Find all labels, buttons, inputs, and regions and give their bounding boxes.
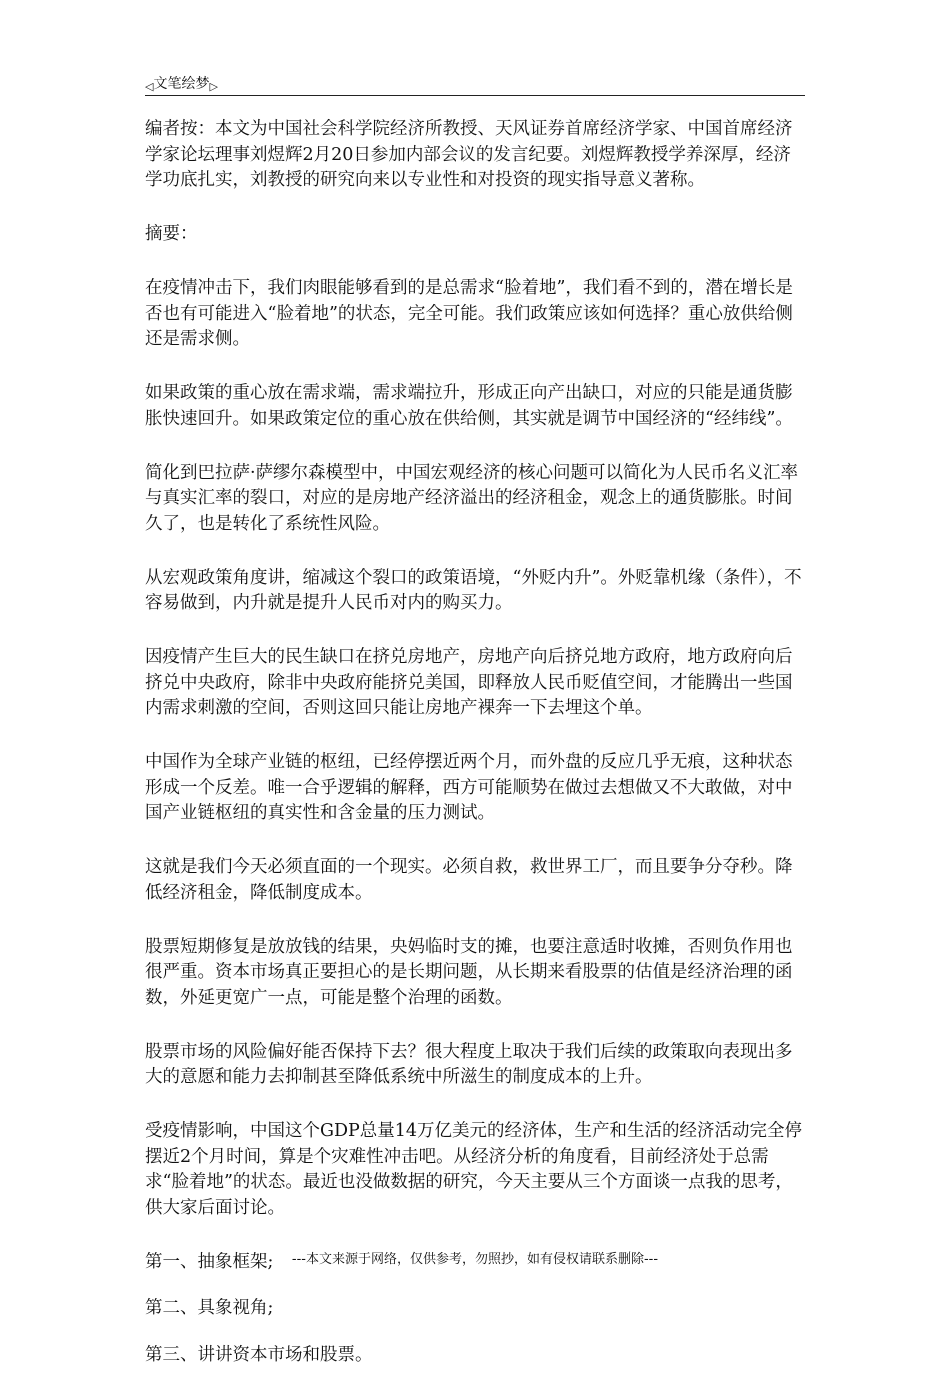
list-item: 第二、具象视角; <box>145 1298 274 1318</box>
left-triangle-icon: ◁ <box>145 80 154 93</box>
paragraph: 因疫情产生巨大的民生缺口在挤兑房地产，房地产向后挤兑地方政府，地方政府向后挤兑中央政府，除非中央政府能挤兑美国，即释放人民币贬值空间，才能腾出一些国内需求刺激的空间，否则这回只能让房地产裸奔一下去埋这个单。 <box>145 647 793 718</box>
paragraph: 如果政策的重心放在需求端，需求端拉升，形成正向产出缺口，对应的只能是通货膨胀快速回升。如果政策定位的重心放在供给侧，其实就是调节中国经济的“经纬线”。 <box>145 383 793 429</box>
document-body <box>145 117 803 1389</box>
list-item: 第一、抽象框架; <box>145 1251 274 1272</box>
paragraph: 股票市场的风险偏好能否保持下去？很大程度上取决于我们后续的政策取向表现出多大的意愿和能力去抑制甚至降低系统中所滋生的制度成本的上升。 <box>145 1041 793 1087</box>
right-triangle-icon: ▷ <box>209 80 218 93</box>
document-header <box>145 72 805 96</box>
list-item: 第三、讲讲资本市场和股票。 <box>145 1344 373 1365</box>
footer-notice: ---本文来源于网络，仅供参考，勿照抄，如有侵权请联系删除--- <box>291 1252 659 1267</box>
paragraph: 从宏观政策角度讲，缩减这个裂口的政策语境，“外贬内升”。外贬靠机缘（条件），不容易做到，内升就是提升人民币对内的购买力。 <box>145 567 802 613</box>
paragraph: 这就是我们今天必须直面的一个现实。必须自救，救世界工厂，而且要争分夺秒。降低经济租金，降低制度成本。 <box>145 857 793 903</box>
abstract-heading: 摘要： <box>145 224 198 244</box>
paragraph: 简化到巴拉萨·萨缪尔森模型中，中国宏观经济的核心问题可以简化为人民币名义汇率与真实汇率的裂口，对应的是房地产经济溢出的经济租金，观念上的通货膨胀。时间久了，也是转化了系统性风险。 <box>145 462 799 534</box>
paragraph: 股票短期修复是放放钱的结果，央妈临时支的摊，也要注意适时收摊，否则负作用也很严重。资本市场真正要担心的是长期问题，从长期来看股票的估值是经济治理的函数，外延更宽广一点，可能是整个治理的函数。 <box>145 936 793 1008</box>
paragraph: 在疫情冲击下，我们肉眼能够看到的是总需求“脸着地”，我们看不到的，潜在增长是否也有可能进入“脸着地”的状态，完全可能。我们政策应该如何选择？重心放供给侧还是需求侧。 <box>145 278 793 349</box>
brand-name: 文笔绘梦 <box>153 76 210 92</box>
paragraph: 受疫情影响，中国这个GDP总量14万亿美元的经济体，生产和生活的经济活动完全停摆近2个月时间，算是个灾难性冲击吧。从经济分析的角度看，目前经济处于总需求“脸着地”的状态。最近也没做数据的研究，今天主要从三个方面谈一点我的思考，供大家后面讨论。 <box>145 1121 803 1218</box>
editor-note: 编者按：本文为中国社会科学院经济所教授、天风证券首席经济学家、中国首席经济学家论坛理事刘煜辉2月20日参加内部会议的发言纪要。刘煜辉教授学养深厚，经济学功底扎实，刘教授的研究向来以专业性和对投资的现实指导意义著称。 <box>145 119 793 190</box>
paragraph: 中国作为全球产业链的枢纽，已经停摆近两个月，而外盘的反应几乎无痕，这种状态形成一个反差。唯一合乎逻辑的解释，西方可能顺势在做过去想做又不大敢做，对中国产业链枢纽的真实性和含金量的压力测试。 <box>145 752 793 823</box>
